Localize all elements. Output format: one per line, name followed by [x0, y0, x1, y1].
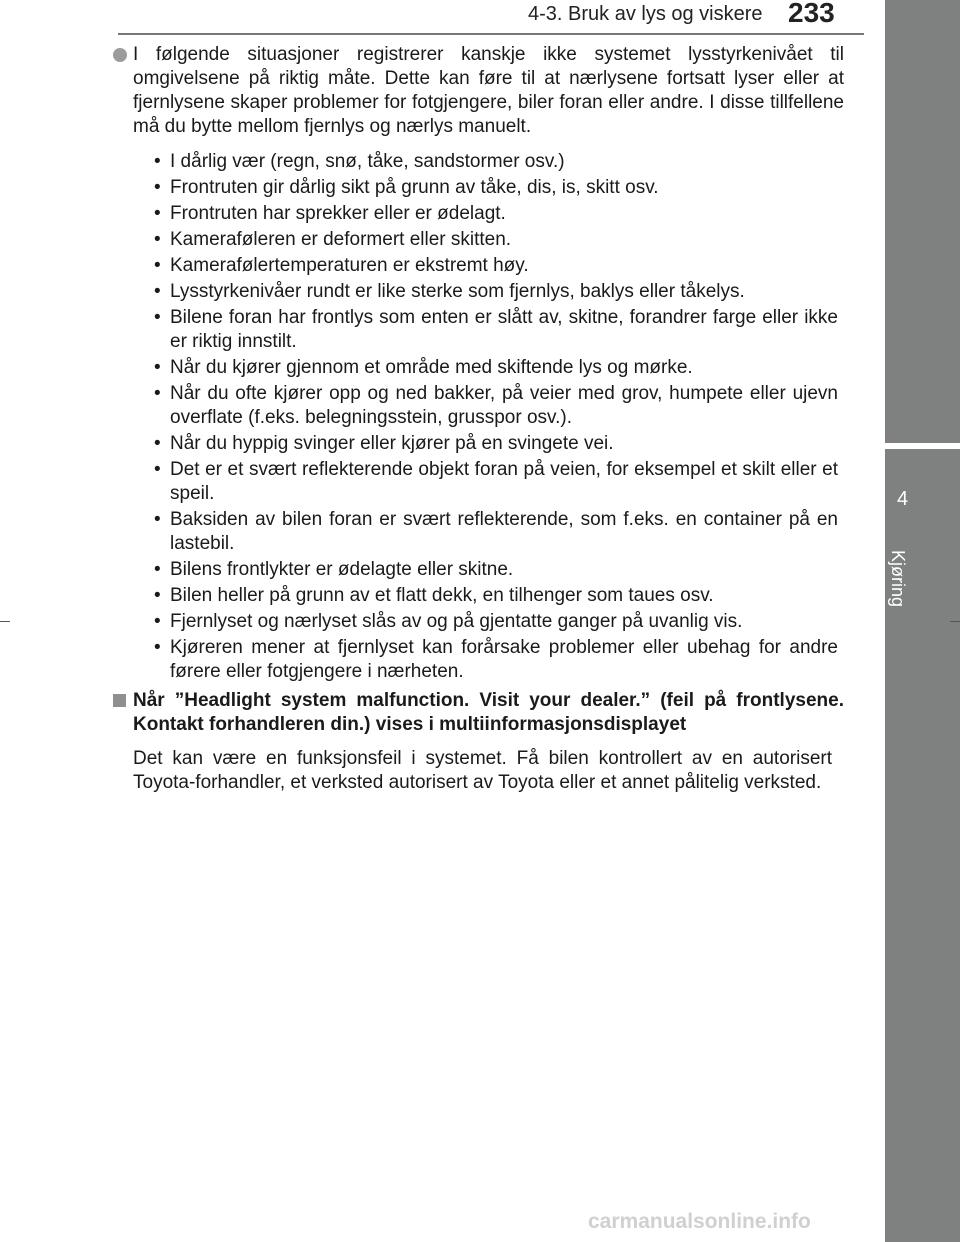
list-item — [113, 458, 844, 506]
square-bullet-icon — [113, 694, 126, 707]
list-bullet: • — [154, 433, 161, 454]
list-item-text: Frontruten gir dårlig sikt på grunn av tåke, dis, is, skitt osv. — [170, 177, 659, 198]
list-bullet: • — [154, 281, 161, 302]
list-item-text: Det er et svært reflekterende objekt foran på veien, for eksempel et skilt eller et speil. — [170, 459, 838, 504]
list-bullet: • — [154, 383, 161, 404]
list-item-text: Bilene foran har frontlys som enten er slått av, skitne, forandrer farge eller ikke er riktig innstilt. — [170, 307, 838, 352]
chapter-label: Kjøring — [888, 550, 908, 608]
list-item — [113, 382, 844, 430]
list-bullet: • — [154, 459, 161, 480]
list-bullet: • — [154, 203, 161, 224]
intro-paragraph — [113, 43, 844, 139]
list-item-text: Frontruten har sprekker eller er ødelagt. — [170, 203, 506, 224]
watermark: carmanualsonline.info — [588, 1210, 811, 1233]
list-bullet: • — [154, 585, 161, 606]
list-item — [113, 254, 844, 278]
list-item-text: Bilen heller på grunn av et flatt dekk, en tilhenger som taues osv. — [170, 585, 714, 606]
list-item — [113, 610, 844, 634]
list-bullet: • — [154, 307, 161, 328]
list-item — [113, 356, 844, 380]
list-item — [113, 150, 844, 174]
list-item-text: Når du hyppig svinger eller kjører på en svingete vei. — [170, 433, 614, 454]
list-item — [113, 584, 844, 608]
list-bullet: • — [154, 611, 161, 632]
list-item — [113, 636, 844, 684]
note-body: Det kan være en funksjonsfeil i systemet. Få bilen kontrollert av en autorisert Toyota-forhandler, et verksted autorisert av Toyota eller et annet pålitelig verksted. — [133, 748, 832, 793]
list-bullet: • — [154, 151, 161, 172]
list-item — [113, 508, 844, 556]
list-item-text: Lysstyrkenivåer rundt er like sterke som fjernlys, baklys eller tåkelys. — [170, 281, 745, 302]
list-item-text: Når du kjører gjennom et område med skiftende lys og mørke. — [170, 357, 693, 378]
page-number: 233 — [788, 0, 835, 28]
chapter-number: 4 — [897, 488, 909, 510]
list-bullet: • — [154, 637, 161, 658]
list-item-text: Kameraføleren er deformert eller skitten. — [170, 229, 512, 250]
page-content — [113, 43, 844, 795]
list-item — [113, 228, 844, 252]
list-bullet: • — [154, 255, 161, 276]
list-item-text: Når du ofte kjører opp og ned bakker, på veier med grov, humpete eller ujevn overflate (f.eks. belegningsstein, grusspor osv.). — [170, 383, 838, 428]
chapter-tab-upper — [885, 0, 960, 443]
list-item — [113, 176, 844, 200]
list-item — [113, 202, 844, 226]
list-item-text: Baksiden av bilen foran er svært reflekterende, som f.eks. en container på en lastebil. — [170, 509, 838, 554]
list-item-text: Bilens frontlykter er ødelagte eller skitne. — [170, 559, 514, 580]
list-item-text: Kamerafølertemperaturen er ekstremt høy. — [170, 255, 529, 276]
circle-bullet-icon — [113, 48, 127, 62]
conditions-list — [113, 150, 844, 684]
list-item — [113, 280, 844, 304]
header-rule — [118, 33, 864, 35]
crop-mark-right — [950, 621, 960, 622]
list-bullet: • — [154, 559, 161, 580]
list-item — [113, 558, 844, 582]
list-item — [113, 306, 844, 354]
intro-text: I følgende situasjoner registrerer kanskje ikke systemet lysstyrkenivået til omgivelsene på riktig måte. Dette kan føre til at nærlysene fortsatt lyser eller at fjernlysene skaper problemer for fotgjengere, biler foran eller andre. I disse tillfellene må du bytte mellom fjernlys og nærlys manuelt. — [133, 44, 844, 137]
list-bullet: • — [154, 177, 161, 198]
section-title: 4-3. Bruk av lys og viskere — [528, 3, 763, 25]
list-item-text: Kjøreren mener at fjernlyset kan forårsake problemer eller ubehag for andre førere eller fotgjengere i nærheten. — [170, 637, 838, 682]
list-bullet: • — [154, 229, 161, 250]
list-item-text: I dårlig vær (regn, snø, tåke, sandstormer osv.) — [170, 151, 565, 172]
list-bullet: • — [154, 509, 161, 530]
note-heading: Når ”Headlight system malfunction. Visit your dealer.” (feil på frontlysene. Kontakt forhandleren din.) vises i multiinformasjonsdisplayet — [133, 690, 844, 735]
malfunction-note — [113, 689, 844, 795]
list-item — [113, 432, 844, 456]
list-item-text: Fjernlyset og nærlyset slås av og på gjentatte ganger på uvanlig vis. — [170, 611, 743, 632]
crop-mark-left — [0, 621, 10, 622]
list-bullet: • — [154, 357, 161, 378]
